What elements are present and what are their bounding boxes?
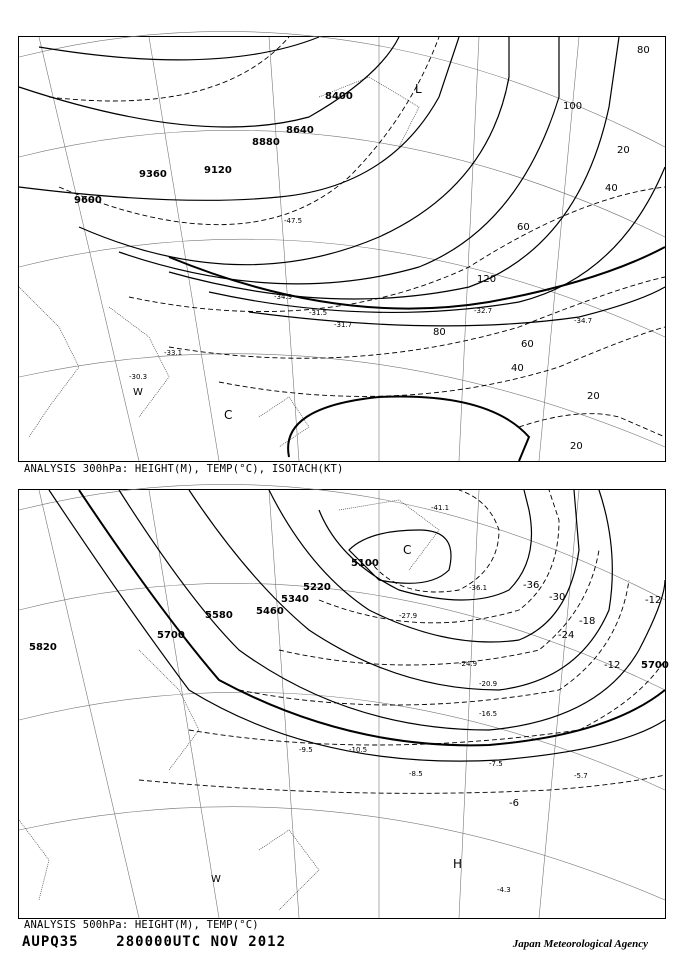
isotach-label: 20	[570, 441, 583, 452]
isotherm-label: -18	[579, 616, 596, 627]
temp-sample: -20.9	[479, 680, 498, 688]
height-label-5460: 5460	[256, 606, 284, 617]
warm-center-marker: W	[211, 874, 221, 885]
map-500hpa-svg	[19, 490, 669, 918]
height-label-5100: 5100	[351, 558, 379, 569]
height-label-5700: 5700	[157, 630, 185, 641]
height-label-5820: 5820	[29, 642, 57, 653]
isotach-label: 60	[521, 339, 534, 350]
temp-sample: -33.1	[164, 349, 183, 357]
cold-center-marker: C	[403, 543, 412, 557]
isotherm-label: -30	[549, 592, 566, 603]
height-label-9120: 9120	[204, 165, 232, 176]
chart-identifier	[22, 934, 286, 950]
isotach-label: 100	[563, 101, 583, 112]
isotach-label: 120	[477, 274, 497, 285]
temp-sample: -32.7	[474, 307, 493, 315]
valid-time: 280000UTC NOV 2012	[116, 934, 287, 950]
temp-sample: -16.5	[479, 710, 498, 718]
caption-500hpa: ANALYSIS 500hPa: HEIGHT(M), TEMP(°C)	[24, 919, 259, 931]
height-label-8640: 8640	[286, 125, 314, 136]
isotach-label: 80	[637, 45, 650, 56]
agency-name: Japan Meteorological Agency	[512, 938, 648, 950]
high-pressure-marker: H	[453, 857, 463, 871]
isotach-label: 20	[617, 145, 630, 156]
coastlines	[19, 77, 419, 447]
temp-sample: -41.1	[431, 504, 450, 512]
temp-sample: -10.5	[349, 746, 368, 754]
temp-sample: -36.1	[469, 584, 488, 592]
temp-sample: -30.3	[129, 373, 148, 381]
temp-sample: -27.9	[399, 612, 418, 620]
height-label-5220: 5220	[303, 582, 331, 593]
temp-sample: -34.9	[274, 293, 293, 301]
isotach-label: 40	[605, 183, 618, 194]
height-contours	[19, 37, 665, 326]
isotherm-label: -36	[523, 580, 540, 591]
isotach-label: 80	[433, 327, 446, 338]
chart-code: AUPQ35	[22, 934, 79, 950]
isotach-label: 20	[587, 391, 600, 402]
isotherm-label: -12	[604, 660, 621, 671]
isotherm-label: -24	[558, 630, 575, 641]
map-300hpa-svg	[19, 37, 665, 461]
temp-sample: -31.7	[334, 321, 353, 329]
map-panel-500hpa	[18, 489, 669, 919]
caption-300hpa: ANALYSIS 300hPa: HEIGHT(M), TEMP(°C), ISOTACH(KT)	[24, 463, 344, 475]
height-label-8880: 8880	[252, 137, 280, 148]
height-contours	[49, 490, 665, 761]
height-label-9360: 9360	[139, 169, 167, 180]
temp-sample: -4.3	[497, 886, 511, 894]
temp-sample: -5.7	[574, 772, 588, 780]
isotach-label: 40	[511, 363, 524, 374]
temp-sample: -24.9	[459, 660, 478, 668]
temp-sample: -31.5	[309, 309, 328, 317]
height-label-5340: 5340	[281, 594, 309, 605]
warm-center-marker: W	[133, 387, 143, 398]
isotherm-label: -12	[645, 595, 662, 606]
cold-center-marker: C	[224, 408, 233, 422]
height-label-8400: 8400	[325, 91, 353, 102]
height-label-5580: 5580	[205, 610, 233, 621]
height-label-5700-east: 5700	[641, 660, 669, 671]
graticule-lines	[19, 484, 665, 918]
height-label-9600: 9600	[74, 195, 102, 206]
isotherm-label: -6	[509, 798, 519, 809]
temp-sample: -7.5	[489, 760, 503, 768]
map-panel-300hpa	[18, 36, 666, 462]
temperature-samples	[299, 504, 588, 894]
temp-sample: -8.5	[409, 770, 423, 778]
low-pressure-marker: L	[415, 82, 422, 96]
temp-sample: -47.5	[284, 217, 303, 225]
temp-sample: -9.5	[299, 746, 313, 754]
isotach-label: 60	[517, 222, 530, 233]
temp-sample: -34.7	[574, 317, 593, 325]
